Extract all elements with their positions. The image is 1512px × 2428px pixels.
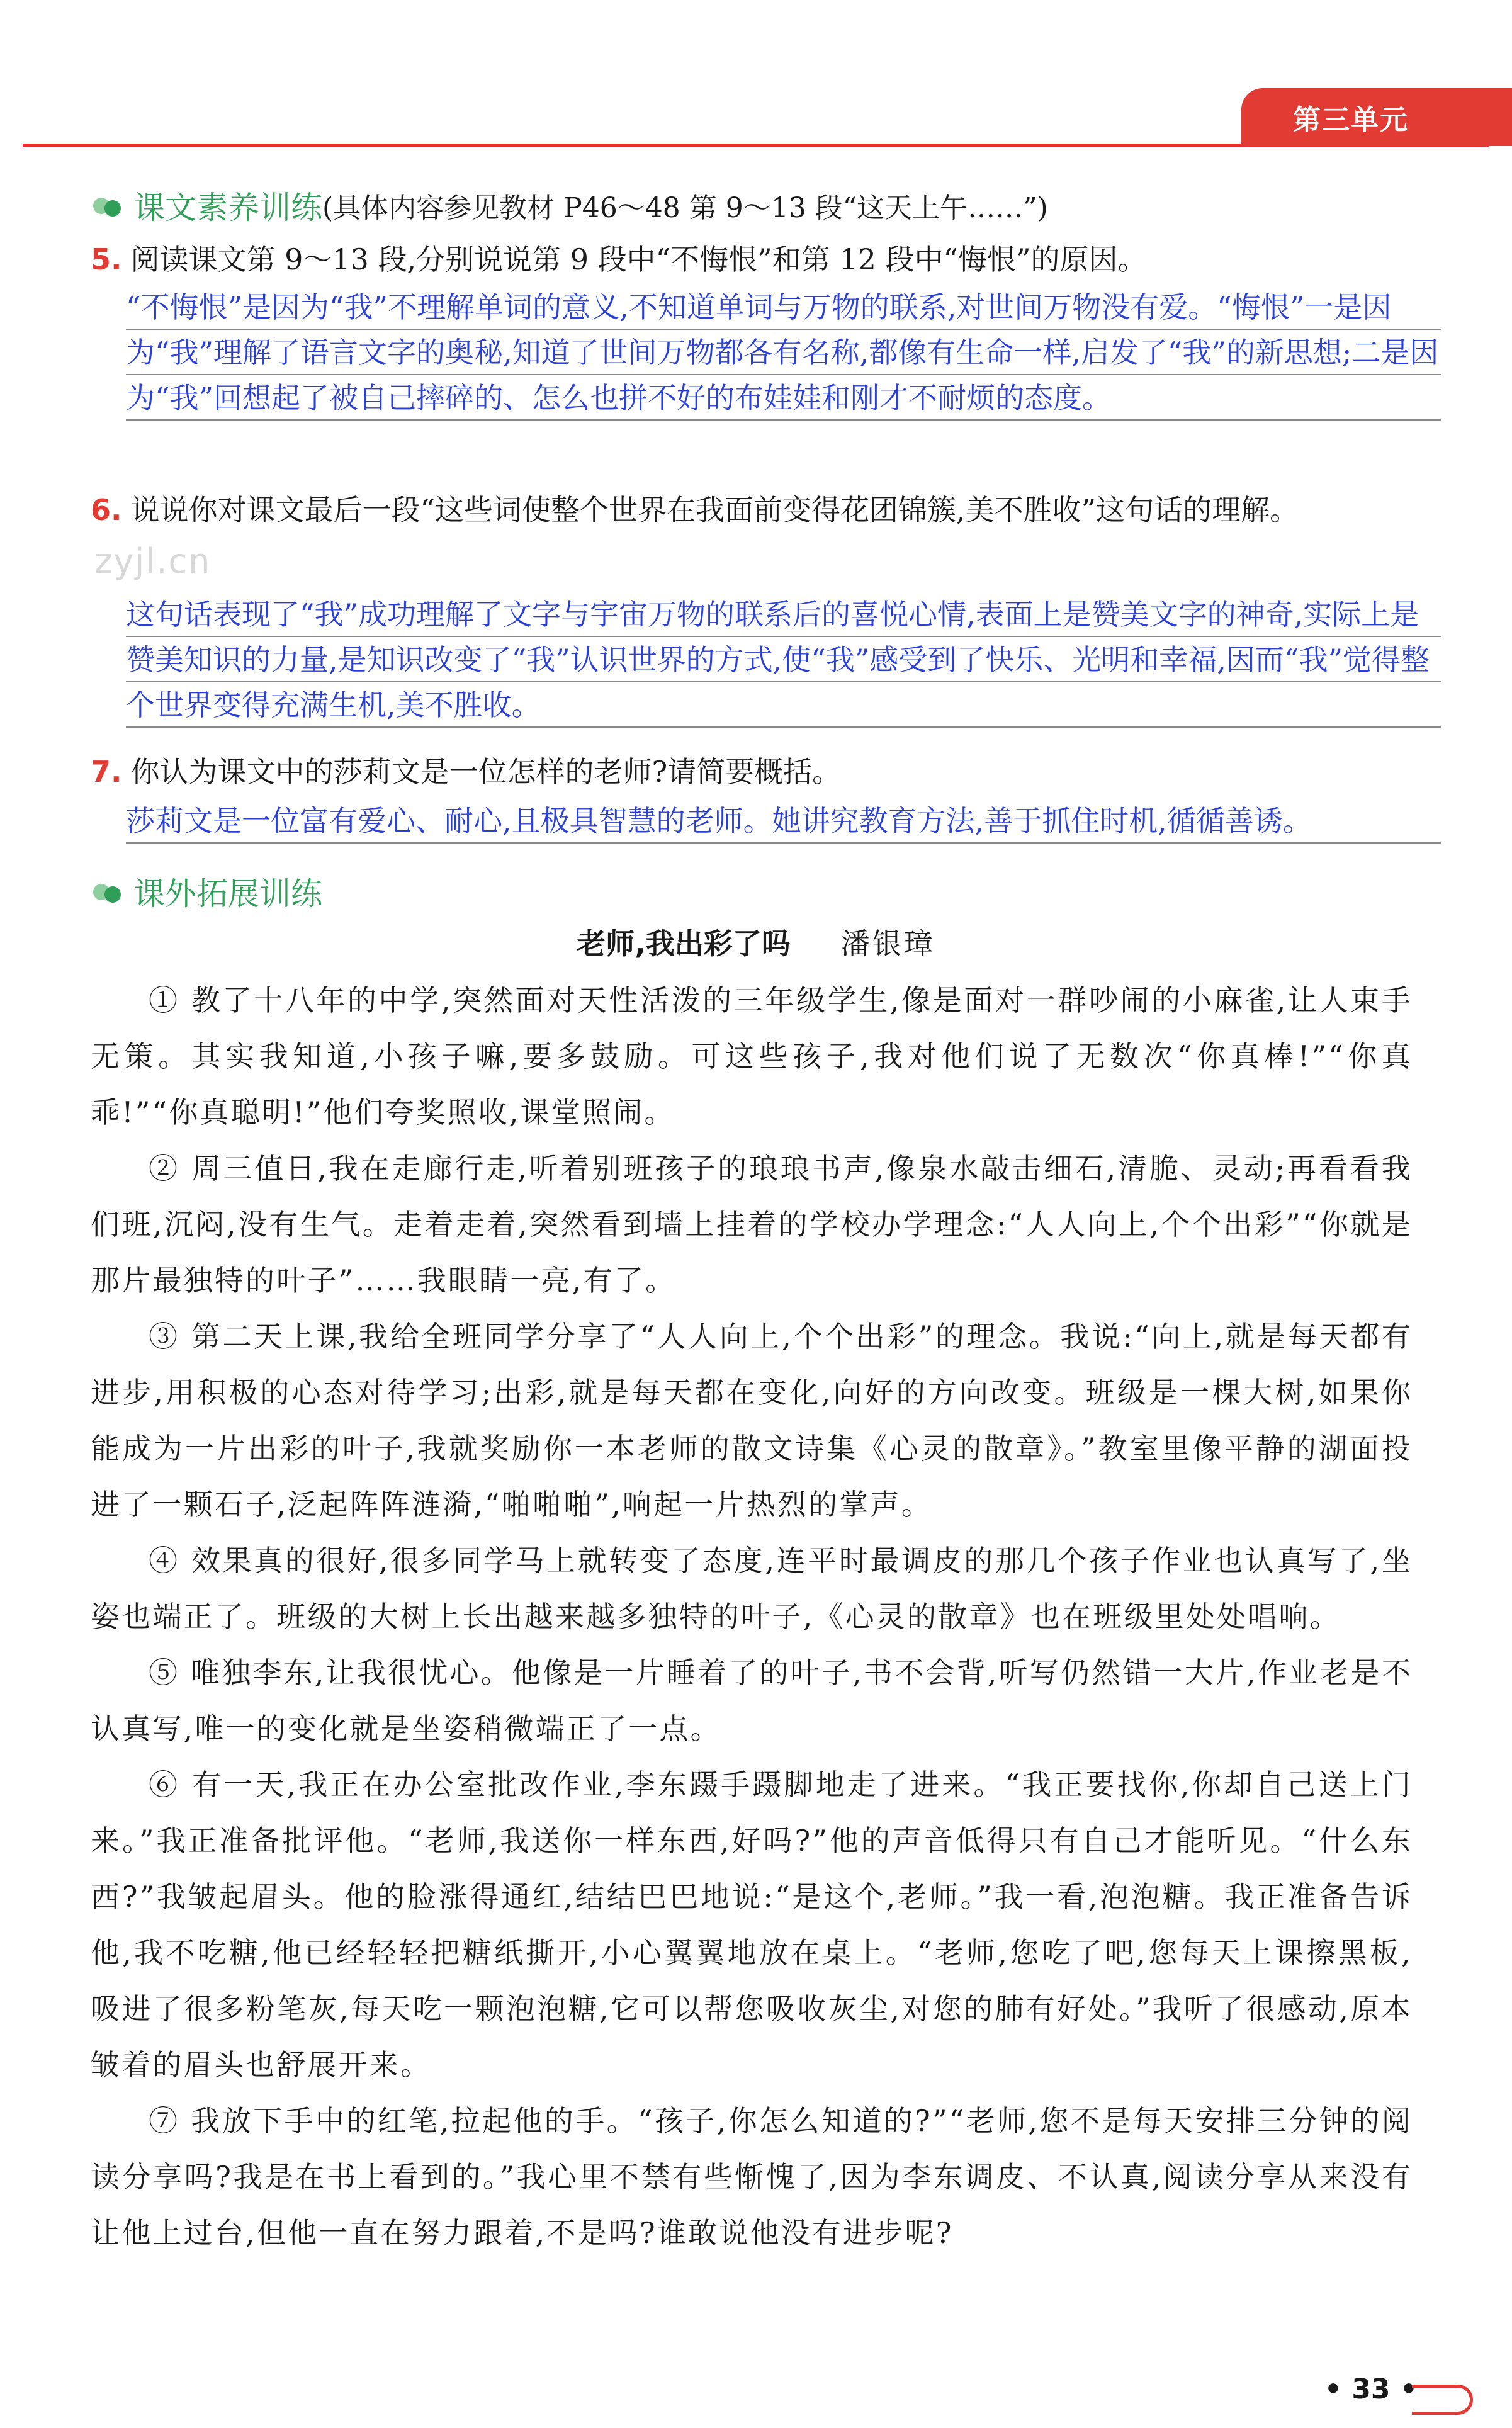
- question-text: 阅读课文第 9～13 段,分别说说第 9 段中“不悔恨”和第 12 段中“悔恨”的原因。: [130, 242, 1147, 276]
- article-body: [91, 973, 1413, 2261]
- unit-tab: [1241, 88, 1512, 146]
- article-author: 潘银璋: [840, 927, 935, 961]
- section-title-text: 课外拓展训练: [133, 876, 322, 912]
- answer-6: 这句话表现了“我”成功理解了文字与宇宙万物的联系后的喜悦心情,表面上是赞美文字的神奇,实际上是赞美知识的力量,是知识改变了“我”认识世界的方式,使“我”感受到了快乐、光明和幸福,因而“我”觉得整个世界变得充满生机,美不胜收。: [126, 592, 1441, 728]
- question-number: 7.: [91, 755, 122, 789]
- section-note: (具体内容参见教材 P46～48 第 9～13 段“这天上午……”): [322, 192, 1048, 224]
- article-paragraph: ⑥ 有一天,我正在办公室批改作业,李东蹑手蹑脚地走了进来。“我正要找你,你却自己送上门来。”我正准备批评他。“老师,我送你一样东西,好吗?”他的声音低得只有自己才能听见。“什么东西?”我皱起眉头。他的脸涨得通红,结结巴巴地说:“是这个,老师。”我一看,泡泡糖。我正准备告诉他,我不吃糖,他已经轻轻把糖纸撕开,小心翼翼地放在桌上。“老师,您吃了吧,您每天上课擦黑板,吸进了很多粉笔灰,每天吃一颗泡泡糖,它可以帮您吸收灰尘,对您的肺有好处。”我听了很感动,原本皱着的眉头也舒展开来。: [91, 1768, 1413, 2082]
- article-title: 老师,我出彩了吗: [577, 927, 791, 961]
- question-text: 你认为课文中的莎莉文是一位怎样的老师?请简要概括。: [130, 755, 842, 789]
- article-paragraph: ⑤ 唯独李东,让我很忧心。他像是一片睡着了的叶子,书不会背,听写仍然错一大片,作业老是不认真写,唯一的变化就是坐姿稍微端正了一点。: [91, 1656, 1413, 1746]
- unit-label: 第三单元: [1293, 104, 1409, 136]
- section-title-extension: [91, 869, 322, 914]
- page-number: • 33 •: [1324, 2373, 1418, 2405]
- question-text: 说说你对课文最后一段“这些词使整个世界在我面前变得花团锦簇,美不胜收”这句话的理解。: [130, 493, 1299, 527]
- article-heading: [0, 921, 1512, 963]
- question-6: [91, 485, 1444, 535]
- article-paragraph: ③ 第二天上课,我给全班同学分享了“人人向上,个个出彩”的理念。我说:“向上,就是每天都有进步,用积极的心态对待学习;出彩,就是每天都在变化,向好的方向改变。班级是一棵大树,如果你能成为一片出彩的叶子,我就奖励你一本老师的散文诗集《心灵的散章》。”教室里像平静的湖面投进了一颗石子,泛起阵阵涟漪,“啪啪啪”,响起一片热烈的掌声。: [91, 1319, 1413, 1522]
- article-paragraph: ① 教了十八年的中学,突然面对天性活泼的三年级学生,像是面对一群吵闹的小麻雀,让人束手无策。其实我知道,小孩子嘛,要多鼓励。可这些孩子,我对他们说了无数次“你真棒!”“你真乖!”“你真聪明!”他们夸奖照收,课堂照闹。: [91, 983, 1413, 1129]
- question-number: 5.: [91, 242, 122, 276]
- page-corner-arc-icon: [1412, 2385, 1473, 2415]
- question-5: [91, 234, 1444, 285]
- section-bullet-icon: [91, 191, 128, 219]
- article-paragraph: ② 周三值日,我在走廊行走,听着别班孩子的琅琅书声,像泉水敲击细石,清脆、灵动;再看看我们班,沉闷,没有生气。走着走着,突然看到墙上挂着的学校办学理念:“人人向上,个个出彩”“你就是那片最独特的叶子”……我眼睛一亮,有了。: [91, 1151, 1413, 1297]
- article-paragraph: ⑦ 我放下手中的红笔,拉起他的手。“孩子,你怎么知道的?”“老师,您不是每天安排三分钟的阅读分享吗?我是在书上看到的。”我心里不禁有些惭愧了,因为李东调皮、不认真,阅读分享从来没有让他上过台,但他一直在努力跟着,不是吗?谁敢说他没有进步呢?: [91, 2104, 1413, 2250]
- answer-7: 莎莉文是一位富有爱心、耐心,且极具智慧的老师。她讲究教育方法,善于抓住时机,循循善诱。: [126, 798, 1441, 844]
- answer-5: “不悔恨”是因为“我”不理解单词的意义,不知道单词与万物的联系,对世间万物没有爱。“悔恨”一是因为“我”理解了语言文字的奥秘,知道了世间万物都各有名称,都像有生命一样,启发了“我”的新思想;二是因为“我”回想起了被自己摔碎的、怎么也拼不好的布娃娃和刚才不耐烦的态度。: [126, 285, 1441, 421]
- section-bullet-icon: [91, 878, 128, 905]
- watermark: zyjl.cn: [94, 541, 212, 581]
- question-7: [91, 747, 1444, 797]
- section-title-text: 课文素养训练: [133, 189, 322, 226]
- question-number: 6.: [91, 493, 122, 527]
- section-title-in-class: [91, 183, 1048, 228]
- article-paragraph: ④ 效果真的很好,很多同学马上就转变了态度,连平时最调皮的那几个孩子作业也认真写了,坐姿也端正了。班级的大树上长出越来越多独特的叶子,《心灵的散章》也在班级里处处唱响。: [91, 1544, 1413, 1634]
